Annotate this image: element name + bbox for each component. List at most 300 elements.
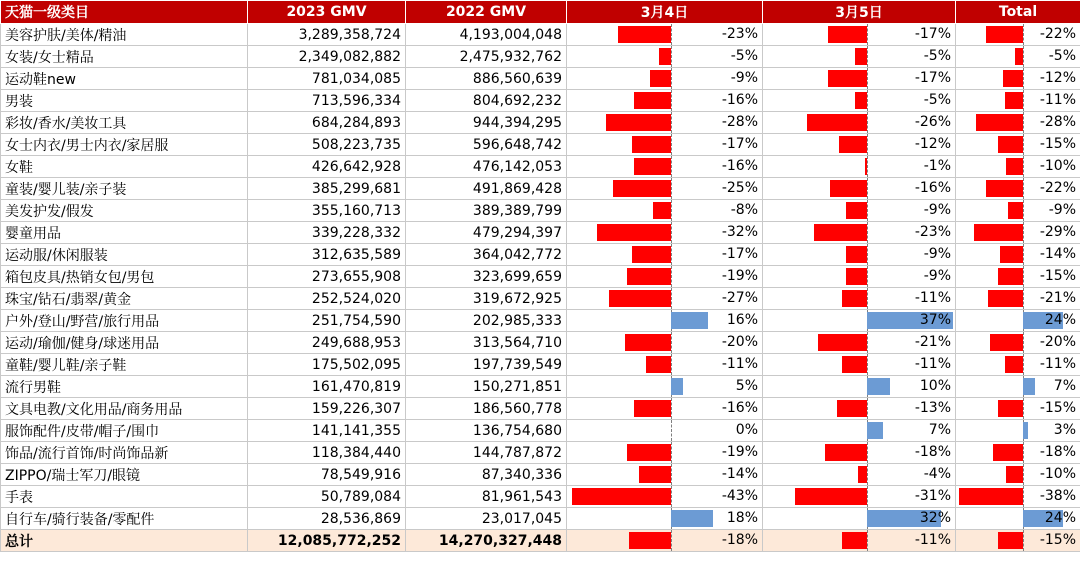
gmv-2023-cell: 12,085,772,252 bbox=[248, 530, 406, 552]
header-total: Total bbox=[956, 1, 1080, 24]
gmv-2023-cell: 252,524,020 bbox=[248, 288, 406, 310]
total-bar bbox=[1005, 356, 1023, 373]
gmv-2023-cell: 118,384,440 bbox=[248, 442, 406, 464]
mar5-cell bbox=[763, 112, 956, 134]
mar5-percent: 32% bbox=[919, 510, 951, 526]
mar4-bar bbox=[572, 488, 671, 505]
mar4-cell bbox=[567, 310, 763, 332]
total-cell bbox=[956, 530, 1080, 552]
gmv-2022-cell: 23,017,045 bbox=[406, 508, 567, 530]
zero-axis-line bbox=[671, 530, 672, 551]
table-row bbox=[1, 68, 1080, 90]
mar4-cell bbox=[567, 486, 763, 508]
total-cell bbox=[956, 354, 1080, 376]
mar5-percent: -23% bbox=[914, 224, 951, 240]
zero-axis-line bbox=[867, 288, 868, 309]
gmv-2023-cell: 251,754,590 bbox=[248, 310, 406, 332]
total-cell bbox=[956, 376, 1080, 398]
mar4-percent: -19% bbox=[721, 444, 758, 460]
total-percent: -12% bbox=[1039, 70, 1076, 86]
mar4-cell bbox=[567, 508, 763, 530]
total-percent: -11% bbox=[1039, 92, 1076, 108]
category-cell: 女鞋 bbox=[1, 156, 248, 178]
zero-axis-line bbox=[1023, 178, 1024, 199]
mar5-percent: -11% bbox=[914, 356, 951, 372]
total-percent: -38% bbox=[1039, 488, 1076, 504]
total-bar bbox=[988, 290, 1023, 307]
total-bar bbox=[1006, 158, 1023, 175]
zero-axis-line bbox=[671, 112, 672, 133]
gmv-2022-cell: 804,692,232 bbox=[406, 90, 567, 112]
gmv-2022-cell: 944,394,295 bbox=[406, 112, 567, 134]
mar5-cell bbox=[763, 288, 956, 310]
category-cell: 饰品/流行首饰/时尚饰品新 bbox=[1, 442, 248, 464]
mar5-cell bbox=[763, 442, 956, 464]
mar4-bar bbox=[613, 180, 671, 197]
mar5-percent: -18% bbox=[914, 444, 951, 460]
table-row bbox=[1, 112, 1080, 134]
category-cell: 童装/婴儿装/亲子装 bbox=[1, 178, 248, 200]
total-percent: -10% bbox=[1039, 158, 1076, 174]
mar4-percent: -32% bbox=[721, 224, 758, 240]
mar5-bar bbox=[858, 466, 867, 483]
mar5-percent: -16% bbox=[914, 180, 951, 196]
mar5-cell bbox=[763, 178, 956, 200]
total-bar bbox=[1006, 466, 1023, 483]
gmv-2023-cell: 385,299,681 bbox=[248, 178, 406, 200]
mar5-cell bbox=[763, 156, 956, 178]
total-row bbox=[1, 530, 1080, 552]
zero-axis-line bbox=[1023, 398, 1024, 419]
gmv-2022-cell: 186,560,778 bbox=[406, 398, 567, 420]
mar5-bar bbox=[842, 356, 867, 373]
mar5-cell bbox=[763, 508, 956, 530]
total-bar bbox=[998, 136, 1023, 153]
mar5-cell bbox=[763, 332, 956, 354]
zero-axis-line bbox=[867, 112, 868, 133]
mar5-cell bbox=[763, 244, 956, 266]
mar4-cell bbox=[567, 68, 763, 90]
total-percent: -22% bbox=[1039, 26, 1076, 42]
mar5-bar bbox=[855, 92, 867, 109]
category-cell: 运动服/休闲服装 bbox=[1, 244, 248, 266]
mar5-bar bbox=[842, 290, 867, 307]
mar5-bar bbox=[855, 48, 867, 65]
mar4-bar bbox=[627, 268, 671, 285]
zero-axis-line bbox=[671, 486, 672, 507]
category-cell: 自行车/骑行装备/零配件 bbox=[1, 508, 248, 530]
total-bar bbox=[998, 400, 1023, 417]
mar4-bar bbox=[671, 510, 713, 527]
total-bar bbox=[986, 26, 1023, 43]
total-bar bbox=[990, 334, 1024, 351]
zero-axis-line bbox=[867, 200, 868, 221]
mar4-bar bbox=[632, 136, 671, 153]
gmv-2022-cell: 364,042,772 bbox=[406, 244, 567, 266]
zero-axis-line bbox=[671, 24, 672, 45]
mar5-percent: -9% bbox=[923, 268, 951, 284]
mar5-cell bbox=[763, 530, 956, 552]
mar4-percent: -43% bbox=[721, 488, 758, 504]
gmv-2023-cell: 249,688,953 bbox=[248, 332, 406, 354]
mar5-cell bbox=[763, 68, 956, 90]
gmv-2023-cell: 3,289,358,724 bbox=[248, 24, 406, 46]
total-bar bbox=[998, 268, 1023, 285]
gmv-2023-cell: 508,223,735 bbox=[248, 134, 406, 156]
table-row bbox=[1, 332, 1080, 354]
mar4-bar bbox=[671, 312, 708, 329]
zero-axis-line bbox=[867, 24, 868, 45]
zero-axis-line bbox=[867, 442, 868, 463]
zero-axis-line bbox=[1023, 112, 1024, 133]
mar4-cell bbox=[567, 420, 763, 442]
gmv-2022-cell: 4,193,004,048 bbox=[406, 24, 567, 46]
total-bar bbox=[986, 180, 1023, 197]
total-cell bbox=[956, 134, 1080, 156]
zero-axis-line bbox=[1023, 442, 1024, 463]
total-cell bbox=[956, 398, 1080, 420]
zero-axis-line bbox=[1023, 530, 1024, 551]
zero-axis-line bbox=[1023, 90, 1024, 111]
total-bar bbox=[1000, 246, 1023, 263]
gmv-2022-cell: 491,869,428 bbox=[406, 178, 567, 200]
total-percent: -9% bbox=[1048, 202, 1076, 218]
zero-axis-line bbox=[1023, 288, 1024, 309]
mar4-percent: -17% bbox=[721, 136, 758, 152]
total-bar bbox=[1005, 92, 1023, 109]
total-percent: 3% bbox=[1053, 422, 1076, 438]
zero-axis-line bbox=[867, 46, 868, 67]
mar5-bar bbox=[867, 422, 883, 439]
zero-axis-line bbox=[867, 530, 868, 551]
mar4-percent: -11% bbox=[721, 356, 758, 372]
category-cell: 彩妆/香水/美妆工具 bbox=[1, 112, 248, 134]
zero-axis-line bbox=[1023, 244, 1024, 265]
mar5-bar bbox=[830, 180, 867, 197]
mar5-percent: -12% bbox=[914, 136, 951, 152]
mar5-cell bbox=[763, 398, 956, 420]
table-row bbox=[1, 266, 1080, 288]
mar5-bar bbox=[837, 400, 867, 417]
total-percent: -15% bbox=[1039, 532, 1076, 548]
table-row bbox=[1, 24, 1080, 46]
zero-axis-line bbox=[867, 90, 868, 111]
mar5-cell bbox=[763, 266, 956, 288]
total-cell bbox=[956, 24, 1080, 46]
mar5-bar bbox=[846, 246, 867, 263]
mar5-cell bbox=[763, 420, 956, 442]
gmv-2022-cell: 81,961,543 bbox=[406, 486, 567, 508]
gmv-2023-cell: 2,349,082,882 bbox=[248, 46, 406, 68]
header-category: 天猫一级类目 bbox=[1, 1, 248, 24]
table-row bbox=[1, 156, 1080, 178]
zero-axis-line bbox=[671, 46, 672, 67]
gmv-2022-cell: 319,672,925 bbox=[406, 288, 567, 310]
table-row bbox=[1, 442, 1080, 464]
gmv-2023-cell: 684,284,893 bbox=[248, 112, 406, 134]
mar4-bar bbox=[634, 158, 671, 175]
category-cell: 美容护肤/美体/精油 bbox=[1, 24, 248, 46]
mar5-bar bbox=[814, 224, 867, 241]
total-percent: -11% bbox=[1039, 356, 1076, 372]
mar4-percent: -17% bbox=[721, 246, 758, 262]
mar4-bar bbox=[634, 400, 671, 417]
table-row bbox=[1, 134, 1080, 156]
total-bar bbox=[1023, 378, 1035, 395]
total-bar bbox=[1023, 422, 1028, 439]
mar5-percent: -13% bbox=[914, 400, 951, 416]
total-cell bbox=[956, 486, 1080, 508]
mar4-cell bbox=[567, 354, 763, 376]
gmv-2022-cell: 144,787,872 bbox=[406, 442, 567, 464]
gmv-2022-cell: 479,294,397 bbox=[406, 222, 567, 244]
gmv-2022-cell: 886,560,639 bbox=[406, 68, 567, 90]
zero-axis-line bbox=[671, 442, 672, 463]
total-cell bbox=[956, 68, 1080, 90]
zero-axis-line bbox=[671, 332, 672, 353]
total-percent: -18% bbox=[1039, 444, 1076, 460]
total-cell bbox=[956, 156, 1080, 178]
total-bar bbox=[998, 532, 1023, 549]
total-cell bbox=[956, 266, 1080, 288]
total-percent: -22% bbox=[1039, 180, 1076, 196]
gmv-2023-cell: 312,635,589 bbox=[248, 244, 406, 266]
mar5-percent: 37% bbox=[919, 312, 951, 328]
gmv-2023-cell: 159,226,307 bbox=[248, 398, 406, 420]
zero-axis-line bbox=[671, 464, 672, 485]
mar4-percent: -28% bbox=[721, 114, 758, 130]
mar4-percent: -16% bbox=[721, 400, 758, 416]
total-cell bbox=[956, 178, 1080, 200]
mar5-bar bbox=[828, 70, 867, 87]
mar4-cell bbox=[567, 134, 763, 156]
mar4-cell bbox=[567, 376, 763, 398]
mar5-bar bbox=[842, 532, 867, 549]
gmv-2023-cell: 713,596,334 bbox=[248, 90, 406, 112]
total-percent: -20% bbox=[1039, 334, 1076, 350]
mar4-bar bbox=[618, 26, 671, 43]
total-percent: -21% bbox=[1039, 290, 1076, 306]
zero-axis-line bbox=[1023, 332, 1024, 353]
zero-axis-line bbox=[671, 266, 672, 287]
mar4-bar bbox=[639, 466, 671, 483]
total-bar bbox=[993, 444, 1023, 461]
zero-axis-line bbox=[671, 222, 672, 243]
gmv-2022-cell: 389,389,799 bbox=[406, 200, 567, 222]
mar4-bar bbox=[646, 356, 671, 373]
category-cell: 运动鞋new bbox=[1, 68, 248, 90]
mar4-bar bbox=[627, 444, 671, 461]
category-cell: 美发护发/假发 bbox=[1, 200, 248, 222]
mar5-percent: -31% bbox=[914, 488, 951, 504]
zero-axis-line bbox=[1023, 486, 1024, 507]
mar5-bar bbox=[825, 444, 867, 461]
mar5-bar bbox=[828, 26, 867, 43]
zero-axis-line bbox=[671, 200, 672, 221]
mar4-percent: -16% bbox=[721, 92, 758, 108]
category-cell: 男装 bbox=[1, 90, 248, 112]
mar4-cell bbox=[567, 530, 763, 552]
category-cell: 服饰配件/皮带/帽子/围巾 bbox=[1, 420, 248, 442]
total-cell bbox=[956, 508, 1080, 530]
category-cell: 箱包皮具/热销女包/男包 bbox=[1, 266, 248, 288]
mar4-cell bbox=[567, 332, 763, 354]
table-row bbox=[1, 486, 1080, 508]
zero-axis-line bbox=[867, 68, 868, 89]
mar5-bar bbox=[839, 136, 867, 153]
gmv-2023-cell: 161,470,819 bbox=[248, 376, 406, 398]
mar5-percent: -5% bbox=[923, 92, 951, 108]
mar4-percent: 5% bbox=[735, 378, 758, 394]
header-gmv-2022: 2022 GMV bbox=[406, 1, 567, 24]
gmv-2023-cell: 50,789,084 bbox=[248, 486, 406, 508]
mar4-bar bbox=[625, 334, 671, 351]
mar4-cell bbox=[567, 442, 763, 464]
header-row bbox=[1, 1, 1080, 24]
category-cell: 手表 bbox=[1, 486, 248, 508]
total-bar bbox=[1015, 48, 1023, 65]
mar4-cell bbox=[567, 24, 763, 46]
gmv-2023-cell: 141,141,355 bbox=[248, 420, 406, 442]
zero-axis-line bbox=[867, 398, 868, 419]
zero-axis-line bbox=[867, 266, 868, 287]
mar5-percent: -9% bbox=[923, 246, 951, 262]
mar5-bar bbox=[807, 114, 867, 131]
gmv-2023-cell: 28,536,869 bbox=[248, 508, 406, 530]
mar4-bar bbox=[597, 224, 671, 241]
category-cell: 总计 bbox=[1, 530, 248, 552]
table-row bbox=[1, 288, 1080, 310]
total-percent: 24% bbox=[1044, 510, 1076, 526]
zero-axis-line bbox=[1023, 354, 1024, 375]
mar4-bar bbox=[653, 202, 671, 219]
total-percent: -28% bbox=[1039, 114, 1076, 130]
gmv-2023-cell: 339,228,332 bbox=[248, 222, 406, 244]
mar4-cell bbox=[567, 90, 763, 112]
mar4-percent: 18% bbox=[726, 510, 758, 526]
mar5-percent: 7% bbox=[928, 422, 951, 438]
table-row bbox=[1, 420, 1080, 442]
mar5-cell bbox=[763, 24, 956, 46]
category-cell: 流行男鞋 bbox=[1, 376, 248, 398]
gmv-2022-cell: 14,270,327,448 bbox=[406, 530, 567, 552]
zero-axis-line bbox=[671, 68, 672, 89]
mar5-cell bbox=[763, 464, 956, 486]
mar4-bar bbox=[650, 70, 671, 87]
zero-axis-line bbox=[867, 134, 868, 155]
mar5-bar bbox=[865, 158, 867, 175]
gmv-2022-cell: 136,754,680 bbox=[406, 420, 567, 442]
category-cell: 女装/女士精品 bbox=[1, 46, 248, 68]
zero-axis-line bbox=[671, 244, 672, 265]
gmv-2023-cell: 175,502,095 bbox=[248, 354, 406, 376]
mar5-cell bbox=[763, 134, 956, 156]
zero-axis-line bbox=[867, 464, 868, 485]
mar5-percent: -21% bbox=[914, 334, 951, 350]
gmv-2022-cell: 476,142,053 bbox=[406, 156, 567, 178]
mar5-bar bbox=[867, 378, 890, 395]
mar4-cell bbox=[567, 464, 763, 486]
zero-axis-line bbox=[1023, 266, 1024, 287]
total-bar bbox=[974, 224, 1023, 241]
total-cell bbox=[956, 288, 1080, 310]
mar4-bar bbox=[629, 532, 671, 549]
mar5-cell bbox=[763, 222, 956, 244]
mar5-cell bbox=[763, 310, 956, 332]
zero-axis-line bbox=[671, 156, 672, 177]
gmv-2022-cell: 150,271,851 bbox=[406, 376, 567, 398]
mar4-bar bbox=[606, 114, 671, 131]
total-cell bbox=[956, 90, 1080, 112]
gmv-2023-cell: 781,034,085 bbox=[248, 68, 406, 90]
total-bar bbox=[976, 114, 1023, 131]
mar5-percent: -5% bbox=[923, 48, 951, 64]
mar5-cell bbox=[763, 354, 956, 376]
zero-axis-line bbox=[1023, 156, 1024, 177]
total-cell bbox=[956, 244, 1080, 266]
mar4-percent: -27% bbox=[721, 290, 758, 306]
mar5-cell bbox=[763, 486, 956, 508]
mar5-bar bbox=[818, 334, 867, 351]
table-row bbox=[1, 354, 1080, 376]
total-cell bbox=[956, 442, 1080, 464]
table-row bbox=[1, 398, 1080, 420]
zero-axis-line bbox=[671, 134, 672, 155]
zero-axis-line bbox=[1023, 46, 1024, 67]
table-row bbox=[1, 46, 1080, 68]
mar5-cell bbox=[763, 46, 956, 68]
mar5-percent: -17% bbox=[914, 26, 951, 42]
zero-axis-line bbox=[671, 398, 672, 419]
mar4-percent: 16% bbox=[726, 312, 758, 328]
total-cell bbox=[956, 46, 1080, 68]
mar4-percent: -23% bbox=[721, 26, 758, 42]
table-row bbox=[1, 178, 1080, 200]
mar4-cell bbox=[567, 156, 763, 178]
total-cell bbox=[956, 464, 1080, 486]
mar4-cell bbox=[567, 244, 763, 266]
total-percent: -15% bbox=[1039, 400, 1076, 416]
mar4-percent: -19% bbox=[721, 268, 758, 284]
zero-axis-line bbox=[1023, 68, 1024, 89]
zero-axis-line bbox=[867, 244, 868, 265]
gmv-2022-cell: 202,985,333 bbox=[406, 310, 567, 332]
category-cell: 珠宝/钻石/翡翠/黄金 bbox=[1, 288, 248, 310]
mar4-cell bbox=[567, 222, 763, 244]
mar4-percent: -9% bbox=[730, 70, 758, 86]
category-cell: 户外/登山/野营/旅行用品 bbox=[1, 310, 248, 332]
header-gmv-2023: 2023 GMV bbox=[248, 1, 406, 24]
mar5-percent: -4% bbox=[923, 466, 951, 482]
mar4-percent: -16% bbox=[721, 158, 758, 174]
gmv-2023-cell: 78,549,916 bbox=[248, 464, 406, 486]
mar4-percent: -5% bbox=[730, 48, 758, 64]
category-cell: ZIPPO/瑞士军刀/眼镜 bbox=[1, 464, 248, 486]
table-row bbox=[1, 508, 1080, 530]
total-percent: -14% bbox=[1039, 246, 1076, 262]
category-cell: 女士内衣/男士内衣/家居服 bbox=[1, 134, 248, 156]
mar4-percent: -20% bbox=[721, 334, 758, 350]
zero-axis-line bbox=[1023, 134, 1024, 155]
gmv-2023-cell: 355,160,713 bbox=[248, 200, 406, 222]
category-cell: 文具电教/文化用品/商务用品 bbox=[1, 398, 248, 420]
total-percent: 24% bbox=[1044, 312, 1076, 328]
total-bar bbox=[1008, 202, 1023, 219]
category-cell: 运动/瑜伽/健身/球迷用品 bbox=[1, 332, 248, 354]
mar4-percent: -8% bbox=[730, 202, 758, 218]
zero-axis-line bbox=[671, 354, 672, 375]
gmv-2022-cell: 197,739,549 bbox=[406, 354, 567, 376]
